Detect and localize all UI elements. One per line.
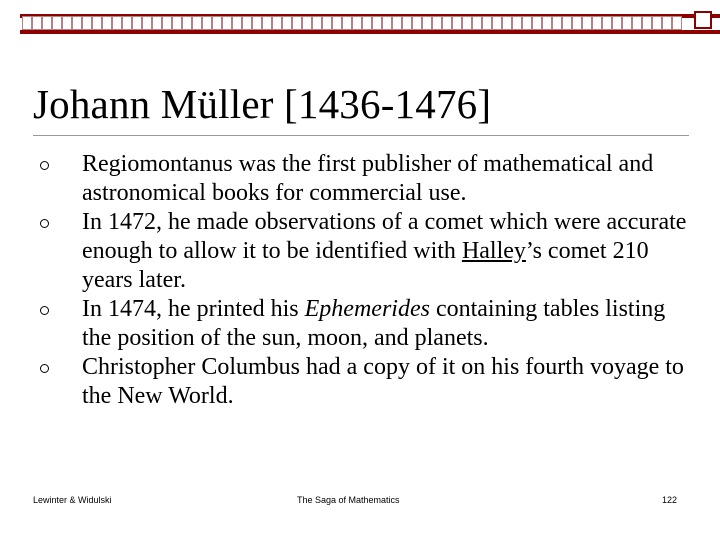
hollow-circle-icon: [40, 219, 49, 228]
hollow-circle-icon: [40, 364, 49, 373]
bullet-item: [32, 295, 692, 353]
header-grid-cell: [592, 16, 602, 30]
ephemerides-title: Ephemerides: [304, 296, 430, 322]
header-grid-cell: [162, 16, 172, 30]
header-grid-cell: [182, 16, 192, 30]
header-grid-cell: [442, 16, 452, 30]
header-grid-cell: [172, 16, 182, 30]
hollow-circle-icon: [40, 161, 49, 170]
header-grid-cell: [432, 16, 442, 30]
header-grid-cell: [582, 16, 592, 30]
header-grid-cell: [482, 16, 492, 30]
bullet-text-post: ’s comet 210 years later.: [82, 238, 649, 293]
header-grid-cell: [352, 16, 362, 30]
header-grid-cell: [212, 16, 222, 30]
header-grid-cell: [112, 16, 122, 30]
header-grid-cell: [522, 16, 532, 30]
bullet-text: Christopher Columbus had a copy of it on his fourth voyage to the New World.: [82, 354, 684, 409]
header-grid-cell: [92, 16, 102, 30]
header-grid-cell: [492, 16, 502, 30]
halley-link[interactable]: Halley: [461, 238, 526, 264]
header-grid-cell: [652, 16, 662, 30]
bullet-text-post: containing tables listing the position of the sun, moon, and planets.: [82, 296, 666, 351]
header-grid-cell: [672, 16, 682, 30]
header-grid-cell: [292, 16, 302, 30]
header-grid-cell: [192, 16, 202, 30]
header-grid-cell: [572, 16, 582, 30]
header-grid-cell: [342, 16, 352, 30]
header-grid-cell: [52, 16, 62, 30]
header-grid-cell: [252, 16, 262, 30]
header-grid-cell: [362, 16, 372, 30]
header-grid-cell: [282, 16, 292, 30]
header-grid-cell: [602, 16, 612, 30]
header-grid-cell: [32, 16, 42, 30]
header-grid-cell: [142, 16, 152, 30]
bullet-text-pre: In 1472, he made observations of a comet which were accurate enough to allow it to be identified with: [82, 209, 687, 264]
bullet-text: Regiomontanus was the first publisher of mathematical and astronomical books for commercial use.: [82, 151, 654, 206]
header-grid-cell: [62, 16, 72, 30]
title-divider: [33, 135, 689, 136]
header-grid-cell: [502, 16, 512, 30]
hollow-circle-icon: [40, 306, 49, 315]
header-grid-cell: [392, 16, 402, 30]
header-grid-cell: [272, 16, 282, 30]
bullet-text-pre: In 1474, he printed his: [82, 296, 305, 322]
header-grid-cell: [512, 16, 522, 30]
footer-authors: Lewinter & Widulski: [33, 495, 112, 505]
header-grid-cell: [402, 16, 412, 30]
header-grid-cell: [72, 16, 82, 30]
header-grid-cell: [242, 16, 252, 30]
header-grid-cell: [262, 16, 272, 30]
header-grid-cell: [622, 16, 632, 30]
header-grid-cell: [462, 16, 472, 30]
bullet-item: [32, 150, 692, 208]
header-grid-cell: [82, 16, 92, 30]
header-grid-cell: [532, 16, 542, 30]
header-grid-cell: [322, 16, 332, 30]
header-grid-cell: [542, 16, 552, 30]
header-grid-cell: [382, 16, 392, 30]
header-grid-cell: [452, 16, 462, 30]
header-grid-cell: [412, 16, 422, 30]
header-grid-cell: [302, 16, 312, 30]
header-grid-cell: [642, 16, 652, 30]
header-grid-cell: [232, 16, 242, 30]
header-grid-cell: [152, 16, 162, 30]
header-grid-cell: [332, 16, 342, 30]
header-grid-cell: [222, 16, 232, 30]
header-grid-cell: [662, 16, 672, 30]
slide-title: Johann Müller [1436-1476]: [33, 81, 492, 127]
bullet-list: [32, 150, 692, 411]
header-grid-cell: [202, 16, 212, 30]
header-grid-cell: [22, 16, 32, 30]
header-decoration: [0, 0, 720, 50]
header-square-icon: [694, 11, 712, 29]
header-grid-cell: [42, 16, 52, 30]
header-grid-cell: [472, 16, 482, 30]
header-grid-cell: [562, 16, 572, 30]
bullet-item: [32, 353, 692, 411]
header-grid-cell: [552, 16, 562, 30]
header-grid-cell: [122, 16, 132, 30]
header-grid-cell: [612, 16, 622, 30]
header-grid-cell: [422, 16, 432, 30]
page-number: 122: [662, 495, 678, 505]
header-grid-cell: [312, 16, 322, 30]
header-grid-cell: [372, 16, 382, 30]
header-grid-cell: [102, 16, 112, 30]
header-grid-cell: [132, 16, 142, 30]
bullet-item: [32, 208, 692, 295]
header-grid-cell: [632, 16, 642, 30]
header-rule-bottom: [20, 30, 720, 34]
footer-title: The Saga of Mathematics: [297, 495, 400, 505]
